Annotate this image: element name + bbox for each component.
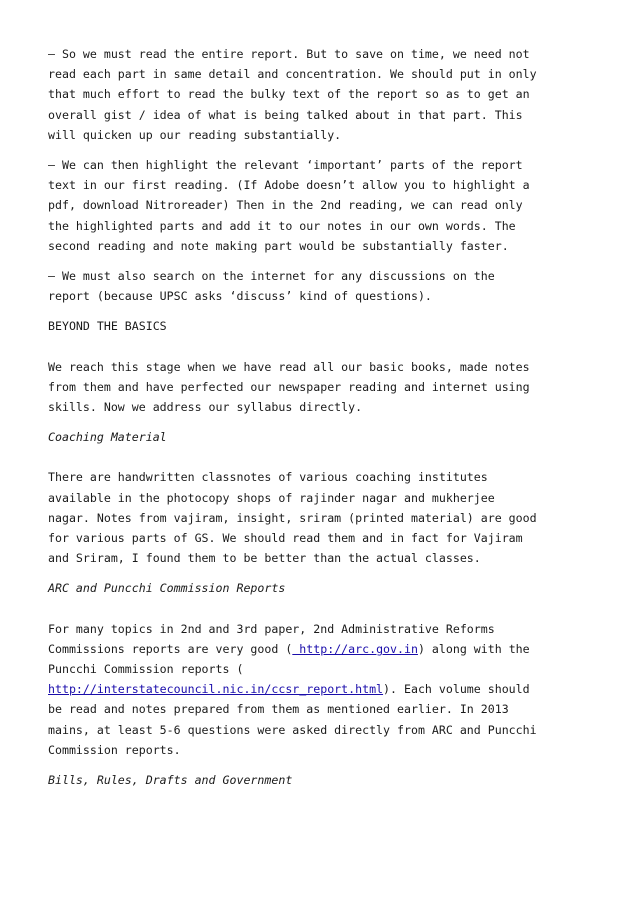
text-line: be read and notes prepared from them as mentioned earlier. In 2013 (48, 702, 509, 717)
text-line: – We must also search on the internet for any discussions on the (48, 269, 495, 284)
arc-link[interactable]: http://arc.gov.in (292, 641, 418, 656)
text-line: will quicken up our reading substantially. (48, 127, 342, 142)
text-line: from them and have perfected our newspaper reading and internet using (48, 379, 530, 394)
text-fragment: Commissions reports are very good ( (48, 641, 293, 656)
text-line: nagar. Notes from vajiram, insight, sriram (printed material) are good (48, 510, 537, 525)
text-line: available in the photocopy shops of rajinder nagar and mukherjee (48, 490, 495, 505)
text-line: text in our first reading. (If Adobe doesn’t allow you to highlight a (48, 178, 530, 193)
text-line: skills. Now we address our syllabus directly. (48, 400, 363, 415)
text-line: For many topics in 2nd and 3rd paper, 2nd Administrative Reforms (48, 621, 495, 636)
text-line: the highlighted parts and add it to our notes in our own words. The (48, 218, 516, 233)
heading-text: ARC and Puncchi Commission Reports (48, 581, 286, 596)
section-heading-bills (48, 770, 608, 790)
paragraph-highlight (48, 155, 608, 256)
heading-text: Coaching Material (48, 430, 167, 445)
text-line: report (because UPSC asks ‘discuss’ kind of questions). (48, 289, 432, 304)
text-line: for various parts of GS. We should read them and in fact for Vajiram (48, 531, 523, 546)
text-line: that much effort to read the bulky text of the report so as to get an (48, 87, 530, 102)
text-line: mains, at least 5-6 questions were asked directly from ARC and Puncchi (48, 722, 537, 737)
text-line: second reading and note making part would be substantially faster. (48, 238, 509, 253)
text-line: – So we must read the entire report. But to save on time, we need not (48, 47, 530, 61)
text-line (48, 639, 608, 659)
text-line: We reach this stage when we have read all our basic books, made notes (48, 359, 530, 374)
text-line: Puncchi Commission reports ( (48, 662, 244, 677)
text-line: overall gist / idea of what is being talked about in that part. This (48, 107, 523, 122)
paragraph-beyond-basics (48, 357, 608, 418)
paragraph-coaching (48, 467, 608, 568)
text-line: – We can then highlight the relevant ‘important’ parts of the report (48, 158, 523, 173)
heading-text: BEYOND THE BASICS (48, 319, 167, 334)
text-line: read each part in same detail and concentration. We should put in only (48, 67, 537, 82)
paragraph-arc (48, 619, 608, 760)
interstate-council-link[interactable]: http://interstatecouncil.nic.in/ccsr_report.html (48, 682, 384, 697)
text-line: Commission reports. (48, 742, 181, 757)
section-heading-coaching (48, 427, 608, 447)
section-heading-arc (48, 578, 608, 598)
text-line: and Sriram, I found them to be better than the actual classes. (48, 551, 481, 566)
paragraph-skim-report (48, 44, 608, 145)
text-fragment: ) along with the (417, 641, 530, 656)
text-line (48, 679, 608, 699)
text-line: There are handwritten classnotes of various coaching institutes (48, 470, 488, 485)
paragraph-internet-search (48, 266, 608, 306)
heading-text: Bills, Rules, Drafts and Government (48, 773, 293, 788)
text-line: pdf, download Nitroreader) Then in the 2nd reading, we can read only (48, 198, 523, 213)
document-page (48, 44, 608, 810)
text-fragment: ). Each volume should (383, 682, 530, 697)
section-heading-beyond-basics (48, 316, 608, 336)
